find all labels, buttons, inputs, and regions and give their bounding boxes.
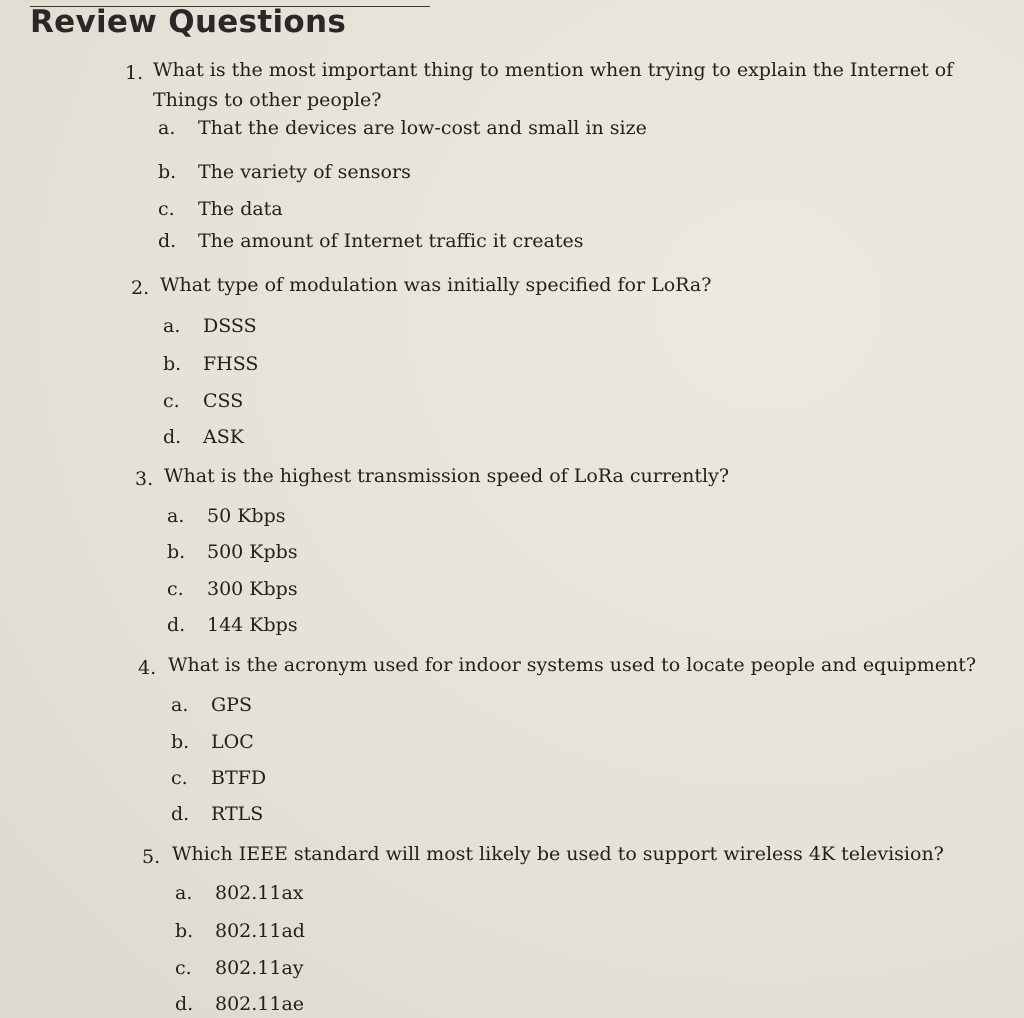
option-text: 300 Kbps — [207, 578, 298, 600]
question-text: What is the highest transmission speed of LoRa currently? — [164, 465, 730, 487]
question-text: What is the most important thing to mention when trying to explain the Internet of Things to other people? — [153, 59, 954, 111]
option-text: 802.11ax — [215, 882, 304, 904]
option-letter: a. — [158, 117, 176, 139]
question-number: 3. — [135, 468, 154, 490]
option-letter: c. — [171, 767, 188, 789]
option-letter: b. — [167, 541, 186, 563]
option-letter: b. — [163, 353, 182, 375]
question-number: 1. — [125, 62, 144, 84]
option-letter: a. — [167, 505, 185, 527]
option-letter: c. — [175, 957, 192, 979]
option-letter: a. — [163, 315, 181, 337]
option-letter: b. — [175, 920, 194, 942]
question-text: Which IEEE standard will most likely be used to support wireless 4K television? — [172, 843, 944, 865]
option-letter: c. — [163, 390, 180, 412]
option-text: LOC — [211, 731, 254, 753]
option-text: That the devices are low-cost and small in size — [198, 117, 647, 139]
option-text: ASK — [203, 426, 244, 448]
option-letter: d. — [171, 803, 190, 825]
question-number: 5. — [142, 846, 161, 868]
option-text: RTLS — [211, 803, 264, 825]
page-title: Review Questions — [30, 4, 347, 40]
option-text: 802.11ae — [215, 993, 305, 1015]
option-letter: d. — [163, 426, 182, 448]
question-text: What is the acronym used for indoor systems used to locate people and equipment? — [168, 654, 977, 676]
option-letter: a. — [171, 694, 189, 716]
option-text: 802.11ay — [215, 957, 304, 979]
option-text: CSS — [203, 390, 244, 412]
option-letter: b. — [158, 161, 177, 183]
option-text: DSSS — [203, 315, 257, 337]
option-letter: d. — [175, 993, 194, 1015]
option-letter: d. — [167, 614, 186, 636]
option-text: 144 Kbps — [207, 614, 298, 636]
option-text: 500 Kpbs — [207, 541, 298, 563]
question-number: 2. — [131, 277, 150, 299]
option-text: BTFD — [211, 767, 267, 789]
question-number: 4. — [138, 657, 157, 679]
option-letter: a. — [175, 882, 193, 904]
question-text: What type of modulation was initially specified for LoRa? — [160, 274, 712, 296]
option-text: GPS — [211, 694, 252, 716]
option-letter: d. — [158, 230, 177, 252]
option-text: 50 Kbps — [207, 505, 286, 527]
option-text: The data — [198, 198, 283, 220]
option-text: The variety of sensors — [198, 161, 411, 183]
option-text: 802.11ad — [215, 920, 305, 942]
option-text: The amount of Internet traffic it creates — [198, 230, 584, 252]
option-letter: c. — [167, 578, 184, 600]
option-text: FHSS — [203, 353, 259, 375]
option-letter: b. — [171, 731, 190, 753]
option-letter: c. — [158, 198, 175, 220]
